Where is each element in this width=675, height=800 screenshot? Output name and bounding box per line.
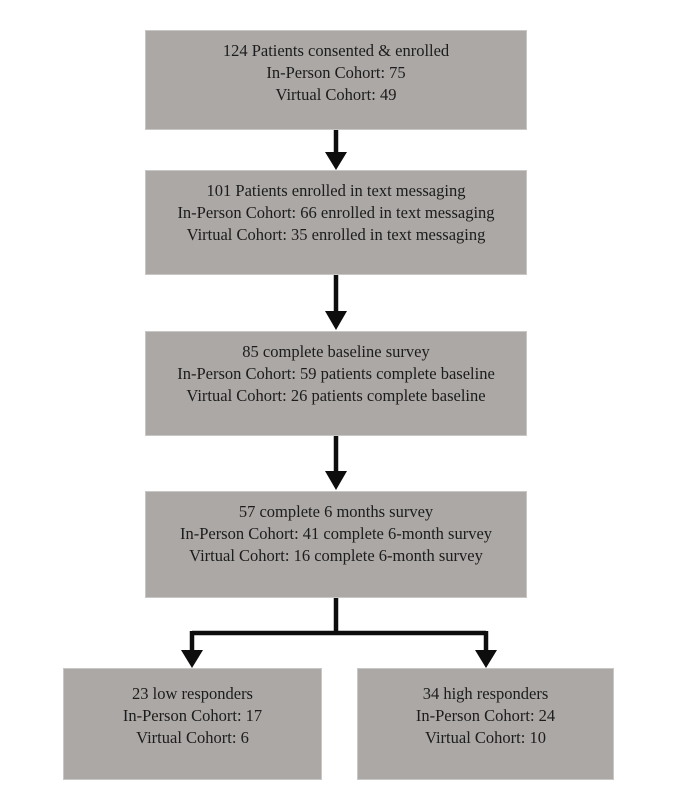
box-enrolled-virtual: Virtual Cohort: 49	[275, 85, 397, 104]
arrow-text-messaging-to-baseline	[325, 275, 347, 330]
box-text-messaging-virtual: Virtual Cohort: 35 enrolled in text messaging	[186, 225, 486, 244]
arrow-enrolled-to-text-messaging	[325, 130, 347, 170]
box-six-month-total: 57 complete 6 months survey	[238, 502, 434, 521]
box-high-responders	[357, 668, 614, 780]
box-baseline-virtual: Virtual Cohort: 26 patients complete baseline	[186, 386, 486, 405]
box-six-month-survey	[145, 491, 527, 598]
box-high-responders-in-person: In-Person Cohort: 24	[415, 706, 556, 725]
box-baseline-survey	[145, 331, 527, 436]
box-low-responders-in-person: In-Person Cohort: 17	[122, 706, 263, 725]
box-low-responders-virtual: Virtual Cohort: 6	[136, 728, 249, 747]
box-baseline-in-person: In-Person Cohort: 59 patients complete baseline	[177, 364, 495, 383]
branch-connector	[181, 598, 497, 668]
box-text-messaging-in-person: In-Person Cohort: 66 enrolled in text messaging	[177, 203, 495, 222]
box-high-responders-total: 34 high responders	[422, 684, 549, 703]
box-low-responders-total: 23 low responders	[132, 684, 253, 703]
box-six-month-in-person: In-Person Cohort: 41 complete 6-month survey	[179, 524, 493, 543]
box-low-responders	[63, 668, 322, 780]
box-six-month-virtual: Virtual Cohort: 16 complete 6-month survey	[189, 546, 483, 565]
box-enrolled	[145, 30, 527, 130]
box-text-messaging-total: 101 Patients enrolled in text messaging	[206, 181, 466, 200]
box-enrolled-in-person: In-Person Cohort: 75	[266, 63, 406, 82]
arrow-baseline-to-six-month	[325, 436, 347, 490]
arrowhead-to-high-responders	[475, 650, 497, 668]
box-text-messaging	[145, 170, 527, 275]
box-high-responders-virtual: Virtual Cohort: 10	[425, 728, 546, 747]
box-baseline-total: 85 complete baseline survey	[242, 342, 430, 361]
arrowhead-to-low-responders	[181, 650, 203, 668]
box-enrolled-total: 124 Patients consented & enrolled	[222, 41, 450, 60]
